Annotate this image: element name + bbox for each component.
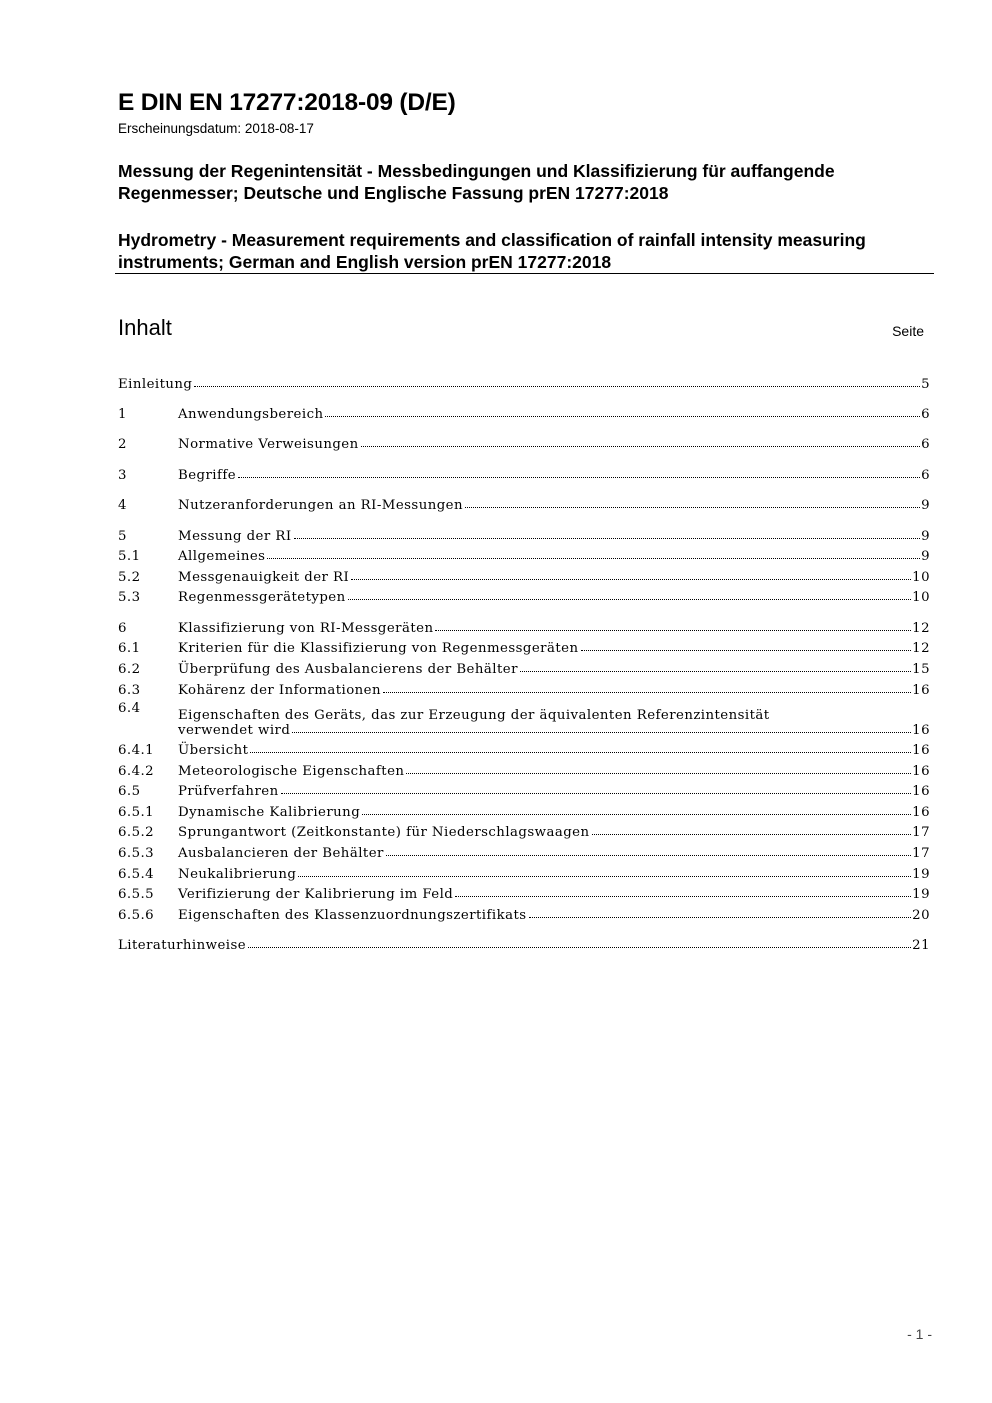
page-number: - 1 - (907, 1326, 932, 1342)
toc-entry-5-3[interactable] (118, 585, 930, 606)
toc-entry-6-5-3[interactable] (118, 840, 930, 861)
toc-entry-page: 6 (921, 437, 930, 453)
toc-entry-title: Neukalibrierung (178, 866, 297, 882)
toc-entry-6-2[interactable] (118, 656, 930, 677)
toc-entry-page: 19 (912, 866, 930, 882)
toc-entry-page: 10 (912, 569, 930, 585)
toc-entry-page: 20 (912, 907, 930, 923)
toc-entry-number: 6.5.4 (118, 866, 155, 882)
toc-entry-title: Klassifizierung von RI-Messgeräten (178, 620, 434, 636)
toc-leader-dots (281, 793, 912, 794)
toc-entry-5[interactable] (118, 523, 930, 544)
toc-entry-page: 17 (912, 846, 930, 862)
toc-leader-dots (581, 650, 912, 651)
toc-entry-number: 6.4.2 (118, 763, 155, 779)
toc-heading: Inhalt (118, 315, 172, 340)
toc-entry-4[interactable] (118, 493, 930, 514)
toc-entry-6-4[interactable] (118, 698, 930, 738)
toc-leader-dots (455, 896, 911, 897)
document-id: E DIN EN 17277:2018-09 (D/E) (118, 89, 456, 116)
toc-entry-title: Meteorologische Eigenschaften (178, 763, 405, 779)
toc-entry-literaturhinweise[interactable] (118, 933, 930, 954)
toc-leader-dots (294, 538, 921, 539)
toc-entry-title: Begriffe (178, 467, 237, 483)
toc-entry-title: Sprungantwort (Zeitkonstante) für Niederschlagswaagen (178, 825, 590, 841)
toc-entry-title: Verifizierung der Kalibrierung im Feld (178, 887, 454, 903)
toc-entry-title: Literaturhinweise (118, 938, 247, 954)
toc-leader-dots (238, 477, 920, 478)
toc-entry-title: Messung der RI (178, 528, 292, 544)
toc-entry-2[interactable] (118, 432, 930, 453)
toc-entry-1[interactable] (118, 401, 930, 422)
toc-entry-page: 17 (912, 825, 930, 841)
title-german: Messung der Regenintensität - Messbedingungen und Klassifizierung für auffangende Regenmesser; Deutsche und Englische Fassung prEN 17277:2018 (118, 161, 835, 203)
title-english: Hydrometry - Measurement requirements and classification of rainfall intensity measuring instruments; German and English version prEN 17277:2018 (118, 230, 866, 272)
toc-page-column-label: Seite (892, 323, 924, 339)
toc-leader-dots (406, 773, 911, 774)
toc-leader-dots (348, 599, 912, 600)
toc-entry-6-4-1[interactable] (118, 738, 930, 759)
toc-leader-dots (386, 855, 911, 856)
toc-entry-title: Einleitung (118, 376, 193, 392)
toc-entry-page: 15 (912, 661, 930, 677)
toc-entry-title: Messgenauigkeit der RI (178, 569, 350, 585)
toc-entry-page: 10 (912, 590, 930, 606)
toc-entry-number: 6 (118, 620, 127, 636)
toc-entry-title: Nutzeranforderungen an RI-Messungen (178, 498, 464, 514)
toc-entry-6-5-2[interactable] (118, 820, 930, 841)
toc-leader-dots (250, 752, 911, 753)
toc-entry-page: 9 (921, 498, 930, 514)
toc-entry-page: 9 (921, 549, 930, 565)
title-divider (115, 273, 934, 274)
toc-entry-6-5-4[interactable] (118, 861, 930, 882)
toc-entry-number: 2 (118, 437, 127, 453)
toc-leader-dots (292, 732, 911, 733)
toc-entry-page: 16 (912, 763, 930, 779)
toc-entry-number: 5.2 (118, 569, 141, 585)
toc-entry-6-5[interactable] (118, 779, 930, 800)
toc-leader-dots (529, 917, 912, 918)
toc-entry-5-2[interactable] (118, 564, 930, 585)
toc-entry-6-4-2[interactable] (118, 758, 930, 779)
toc-entry-title: Prüfverfahren (178, 784, 279, 800)
toc-entry-number: 5.3 (118, 590, 141, 606)
table-of-contents (118, 371, 930, 953)
toc-entry-number: 4 (118, 498, 127, 514)
toc-entry-number: 6.4.1 (118, 743, 155, 759)
toc-leader-dots (361, 446, 920, 447)
toc-leader-dots (362, 814, 911, 815)
toc-leader-dots (383, 692, 911, 693)
toc-entry-title-line1: Eigenschaften des Geräts, das zur Erzeugung der äquivalenten Referenzintensität (178, 707, 770, 723)
toc-leader-dots (465, 507, 920, 508)
toc-entry-page: 16 (912, 743, 930, 759)
toc-entry-title: Kriterien für die Klassifizierung von Regenmessgeräten (178, 641, 579, 657)
toc-entry-number: 3 (118, 467, 127, 483)
toc-entry-6[interactable] (118, 615, 930, 636)
toc-entry-title: Eigenschaften des Klassenzuordnungszertifikats (178, 907, 527, 923)
toc-entry-number: 5 (118, 528, 127, 544)
toc-entry-page: 9 (921, 528, 930, 544)
toc-entry-title: Regenmessgerätetypen (178, 590, 346, 606)
toc-entry-page: 5 (921, 376, 930, 392)
toc-leader-dots (248, 947, 911, 948)
toc-entry-title: Anwendungsbereich (178, 406, 324, 422)
toc-entry-number: 6.5.3 (118, 846, 155, 862)
toc-leader-dots (267, 558, 920, 559)
toc-entry-title: Dynamische Kalibrierung (178, 804, 361, 820)
toc-entry-6-3[interactable] (118, 677, 930, 698)
publication-date: Erscheinungsdatum: 2018-08-17 (118, 121, 314, 136)
toc-entry-title: Übersicht (178, 743, 249, 759)
toc-leader-dots (325, 416, 920, 417)
toc-entry-page: 16 (912, 722, 930, 738)
toc-entry-title: Allgemeines (178, 549, 266, 565)
toc-entry-page: 16 (912, 682, 930, 698)
toc-entry-number: 6.5.2 (118, 825, 155, 841)
toc-entry-number: 6.3 (118, 682, 141, 698)
toc-entry-number: 5.1 (118, 549, 141, 565)
toc-entry-number: 1 (118, 406, 127, 422)
toc-entry-number: 6.5 (118, 784, 141, 800)
toc-entry-page: 16 (912, 804, 930, 820)
toc-entry-6-1[interactable] (118, 636, 930, 657)
toc-entry-title: Ausbalancieren der Behälter (178, 846, 384, 862)
toc-entry-page: 21 (912, 938, 930, 954)
toc-entry-number: 6.5.1 (118, 804, 155, 820)
toc-entry-einleitung[interactable] (118, 371, 930, 392)
toc-entry-6-5-6[interactable] (118, 902, 930, 923)
toc-entry-number: 6.1 (118, 641, 141, 657)
toc-entry-page: 6 (921, 467, 930, 483)
toc-entry-page: 19 (912, 887, 930, 903)
toc-entry-title: Überprüfung des Ausbalancierens der Behälter (178, 661, 518, 677)
toc-entry-title-line2: verwendet wird (178, 722, 291, 738)
toc-entry-title: Normative Verweisungen (178, 437, 359, 453)
toc-entry-number: 6.4 (118, 700, 141, 716)
toc-entry-number: 6.2 (118, 661, 141, 677)
toc-entry-number: 6.5.5 (118, 887, 155, 903)
toc-entry-page: 6 (921, 406, 930, 422)
toc-entry-page: 12 (912, 620, 930, 636)
toc-leader-dots (298, 876, 911, 877)
toc-entry-6-5-5[interactable] (118, 882, 930, 903)
toc-entry-6-5-1[interactable] (118, 799, 930, 820)
toc-leader-dots (435, 630, 911, 631)
toc-leader-dots (194, 386, 920, 387)
toc-leader-dots (351, 579, 911, 580)
toc-entry-number: 6.5.6 (118, 907, 155, 923)
toc-entry-page: 12 (912, 641, 930, 657)
toc-leader-dots (520, 671, 911, 672)
toc-leader-dots (592, 834, 912, 835)
toc-entry-page: 16 (912, 784, 930, 800)
toc-entry-3[interactable] (118, 462, 930, 483)
toc-entry-5-1[interactable] (118, 544, 930, 565)
toc-entry-title: Kohärenz der Informationen (178, 682, 381, 698)
